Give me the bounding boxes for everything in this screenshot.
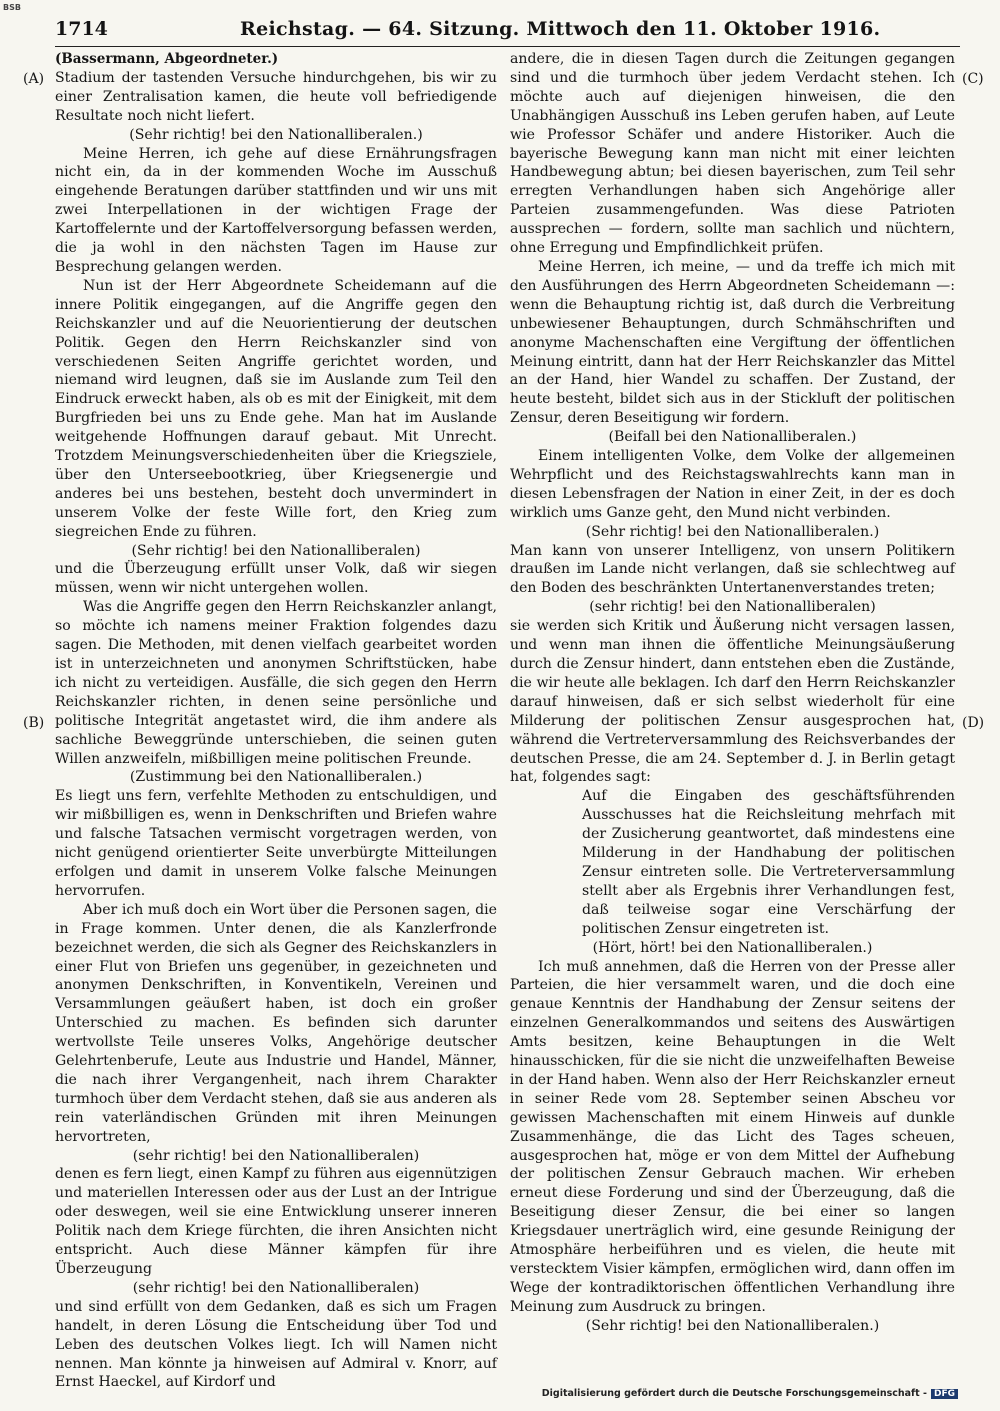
- interjection: (sehr richtig! bei den Nationalliberalen): [132, 1279, 420, 1296]
- footer-text: Digitalisierung gefördert durch die Deutsche Forschungsgemeinschaft -: [541, 1388, 927, 1399]
- paragraph: Es liegt uns fern, verfehlte Methoden zu entschuldigen, und wir mißbilligen es, wenn in Denkschriften und Briefen wahre und falsche Tatsachen vermischt vorgetragen werden, von nicht genügend orientierter Seite unverbürgte Mitteilungen erfolgen und damit in unserem Volke falsche Meinungen hervorrufen.: [55, 788, 497, 899]
- paragraph: sie werden sich Kritik und Äußerung nicht versagen lassen, und wenn man ihnen die öffentliche Meinungsäußerung durch die Zensur hindert, dann entstehen eben die Zustände, die wir heute alle beklagen. Ich darf den Herrn Reichskanzler darauf hinweisen, daß er sich selbst wiederholt für eine Milderung der politischen Zensur ausgesprochen hat, während die Vertreterversammlung des Reichsverbandes der deutschen Presse, die am 24. September d. J. in Berlin getagt hat, folgendes sagt:: [510, 618, 955, 786]
- block-quote: Auf die Eingaben des geschäftsführenden Ausschusses hat die Reichsleitung mehrfach mit der Zusicherung geantwortet, daß mindestens eine Milderung in der Handhabung der politischen Zensur eintreten solle. Die Vertreterversammlung stellt aber als Ergebnis ihrer Verhandlungen fest, daß teilweise sogar eine Verschärfung der politischen Zensur eingetreten ist.: [582, 788, 955, 937]
- paragraph: Meine Herren, ich meine, — und da treffe ich mich mit den Ausführungen des Herrn Abgeordneten Scheidemann —: wenn die Behauptung richtig ist, daß durch die Verbreitung unbewiesener Behauptungen, durch Schmähschriften und anonyme Machenschaften eine Vergiftung der öffentlichen Meinung eintritt, dann hat der Herr Reichskanzler das Mittel an der Hand, hier Wandel zu schaffen. Der Zustand, der heute besteht, bildet sich aus in der Stickluft der politischen Zensur, deren Beseitigung wir fordern.: [510, 258, 955, 427]
- paragraph: und sind erfüllt von dem Gedanken, daß es sich um Fragen handelt, in deren Lösung die Entscheidung über Tod und Leben des deutschen Volkes liegt. Ich will Namen nicht nennen. Man könnte ja hinweisen auf Admiral v. Knorr, auf Ernst Haeckel, auf Kirdorf und: [55, 1298, 497, 1391]
- digitization-footer: [542, 1388, 958, 1399]
- header-rule: [55, 46, 960, 47]
- paragraph: Was die Angriffe gegen den Herrn Reichskanzler anlangt, so möchte ich namens meiner Fraktion folgendes dazu sagen. Die Methoden, mit denen vielfach gearbeitet worden ist in unterzeichneten und anonymen Schriftstücken, habe ich nicht zu verteidigen. Ausfälle, die sich gegen den Herrn Reichskanzler richten, in denen seine persönliche und politische Integrität angetastet wird, die ihm andere als sachliche Beweggründe unterschieben, die seinen guten Willen anzweifeln, mißbilligen meine politischen Freunde.: [55, 599, 497, 767]
- interjection: (Zustimmung bei den Nationalliberalen.): [129, 769, 423, 786]
- interjection: (Sehr richtig! bei den Nationalliberalen.): [129, 126, 423, 143]
- page-header: [55, 18, 960, 44]
- interjection: (Sehr richtig! bei den Nationalliberalen): [131, 542, 421, 559]
- interjection: (Sehr richtig! bei den Nationalliberalen.): [585, 1317, 880, 1334]
- left-column: [55, 50, 497, 1391]
- paragraph: Man kann von unserer Intelligenz, von unsern Politikern draußen im Lande nicht verlangen, daß sie schlechtweg auf den Boden des beschränkten Untertanenverstandes treten;: [510, 542, 955, 597]
- paragraph: denen es fern liegt, einen Kampf zu führen aus eigennützigen und materiellen Interessen oder aus der Lust an der Intrigue oder deswegen, weil sie eine Entwicklung unserer inneren Politik nach dem Kriege fürchten, die ihren Ansichten nicht entspricht. Auch diese Männer kämpfen für ihre Überzeugung: [55, 1166, 497, 1277]
- paragraph: andere, die in diesen Tagen durch die Zeitungen gegangen sind und die turmhoch über jedem Verdacht stehen. Ich möchte auch auf diejenigen hinweisen, die den Unabhängigen Ausschuß ins Leben gerufen haben, auf Leute wie Professor Schäfer und andere Historiker. Auch die bayerische Bewegung kann man nicht mit einer leichten Handbewegung abtun; bei diesen bayerischen, zum Teil sehr erregten Verhandlungen haben sich Angehörige aller Parteien zusammengefunden. Was diese Patrioten aussprechen — fordern, sollte man sachlich und nüchtern, ohne Erregung und Empfindlichkeit prüfen.: [510, 51, 955, 257]
- paragraph: Aber ich muß doch ein Wort über die Personen sagen, die in Frage kommen. Unter denen, die als Kanzlerfronde bezeichnet werden, die sich als Gegner des Reichskanzlers in einer Flut von Briefen uns gegenüber, in gezeichneten und anonymen Denkschriften, in Konventikeln, Vereinen und Versammlungen geäußert haben, ist doch ein großer Unterschied zu machen. Es befinden sich darunter wertvollste Teile unseres Volks, Angehörige deutscher Gelehrtenberufe, Leute aus Industrie und Handel, Männer, die nach ihrer Vergangenheit, nach ihrem Charakter turmhoch über dem Verdacht stehen, daß sie aus anderen als rein vaterländischen Gründen mit ihren Meinungen hervortreten,: [55, 901, 497, 1145]
- interjection: (Sehr richtig! bei den Nationalliberalen.): [585, 523, 880, 540]
- dfg-logo: DFG: [931, 1389, 958, 1399]
- margin-marker-b: (B): [23, 715, 45, 731]
- margin-marker-d: (D): [962, 715, 985, 731]
- paragraph: Nun ist der Herr Abgeordnete Scheidemann auf die innere Politik eingegangen, auf die Angriffe gegen den Reichskanzler und auf die Neuorientierung der deutschen Politik. Gegen den Herrn Reichskanzler sind von verschiedenen Seiten Angriffe gerichtet worden, und niemand wird leugnen, daß sie im Auslande zum Teil den Eindruck erweckt haben, als ob es mit der Einigkeit, mit dem Burgfrieden bei uns zu Ende gehe. Man hat im Auslande weitgehende Hoffnungen darauf gebaut. Mit Unrecht. Trotzdem Meinungsverschiedenheiten über die Kriegsziele, über den Unterseebootkrieg, über Kriegsenergie und anderes bei uns bestehen, besteht doch unvermindert in unserem Volke der feste Wille fort, den Krieg zum siegreichen Ende zu führen.: [55, 277, 497, 540]
- paragraph: Stadium der tastenden Versuche hindurchgehen, bis wir zu einer Zentralisation kamen, die heute voll befriedigende Resultate noch nicht liefert.: [55, 69, 497, 124]
- paragraph: und die Überzeugung erfüllt unser Volk, daß wir siegen müssen, wenn wir nicht untergehen wollen.: [55, 561, 497, 597]
- interjection: (Hört, hört! bei den Nationalliberalen.): [592, 939, 873, 956]
- paragraph: Einem intelligenten Volke, dem Volke der allgemeinen Wehrpflicht und des Reichstagswahlrechts kann man in diesen Lebensfragen der Nation in einer Zeit, in der es doch wirklich ums Ganze geht, den Mund nicht verbinden.: [510, 448, 955, 521]
- paragraph: Ich muß annehmen, daß die Herren von der Presse aller Parteien, die hier versammelt waren, und die doch eine genaue Kenntnis der Handhabung der Zensur seitens der einzelnen Generalkommandos und seitens des Auswärtigen Amts besitzen, keine Behauptungen in die Welt hinausschicken, für die sie nicht die unzweifelhaften Beweise in der Hand haben. Wenn also der Herr Reichskanzler erneut in seiner Rede vom 28. September seinen Abscheu vor gewissen Machenschaften mit einem Hinweis auf dunkle Zusammenhänge, die das Licht des Tages scheuen, ausgesprochen hat, möge er von dem Mittel der Aufhebung der politischen Zensur Gebrauch machen. Wir erheben erneut diese Forderung und sind der Überzeugung, daß die Beseitigung dieser Zensur, die bei einer so langen Kriegsdauer unerträglich wird, eine gesunde Reinigung der Atmosphäre herbeiführen und es vielen, die heute mit verstecktem Visier kämpfen, ermöglichen wird, dann offen im Wege der kontradiktorischen öffentlichen Verhandlung ihre Meinung zum Ausdruck zu bringen.: [510, 958, 955, 1315]
- interjection: (sehr richtig! bei den Nationalliberalen): [132, 1147, 420, 1164]
- margin-marker-a: (A): [23, 71, 45, 87]
- right-column: [510, 50, 955, 1360]
- paragraph: Meine Herren, ich gehe auf diese Ernährungsfragen nicht ein, da in der kommenden Woche im Ausschuß eingehende Beratungen darüber stattfinden und wir uns mit zwei Interpellationen in der wichtigen Frage der Kartoffelernte und der Kartoffelversorgung befassen werden, die ja wohl in den nächsten Tagen im Hause zur Besprechung gelangen werden.: [55, 145, 497, 275]
- interjection: (sehr richtig! bei den Nationalliberalen): [589, 599, 876, 616]
- page-number: 1714: [55, 18, 108, 40]
- library-mark: BSB: [3, 3, 21, 12]
- margin-marker-c: (C): [962, 71, 984, 87]
- interjection: (Beifall bei den Nationalliberalen.): [608, 429, 857, 446]
- speaker-line: (Bassermann, Abgeordneter.): [55, 51, 279, 67]
- running-head: Reichstag. — 64. Sitzung. Mittwoch den 11. Oktober 1916.: [240, 18, 881, 40]
